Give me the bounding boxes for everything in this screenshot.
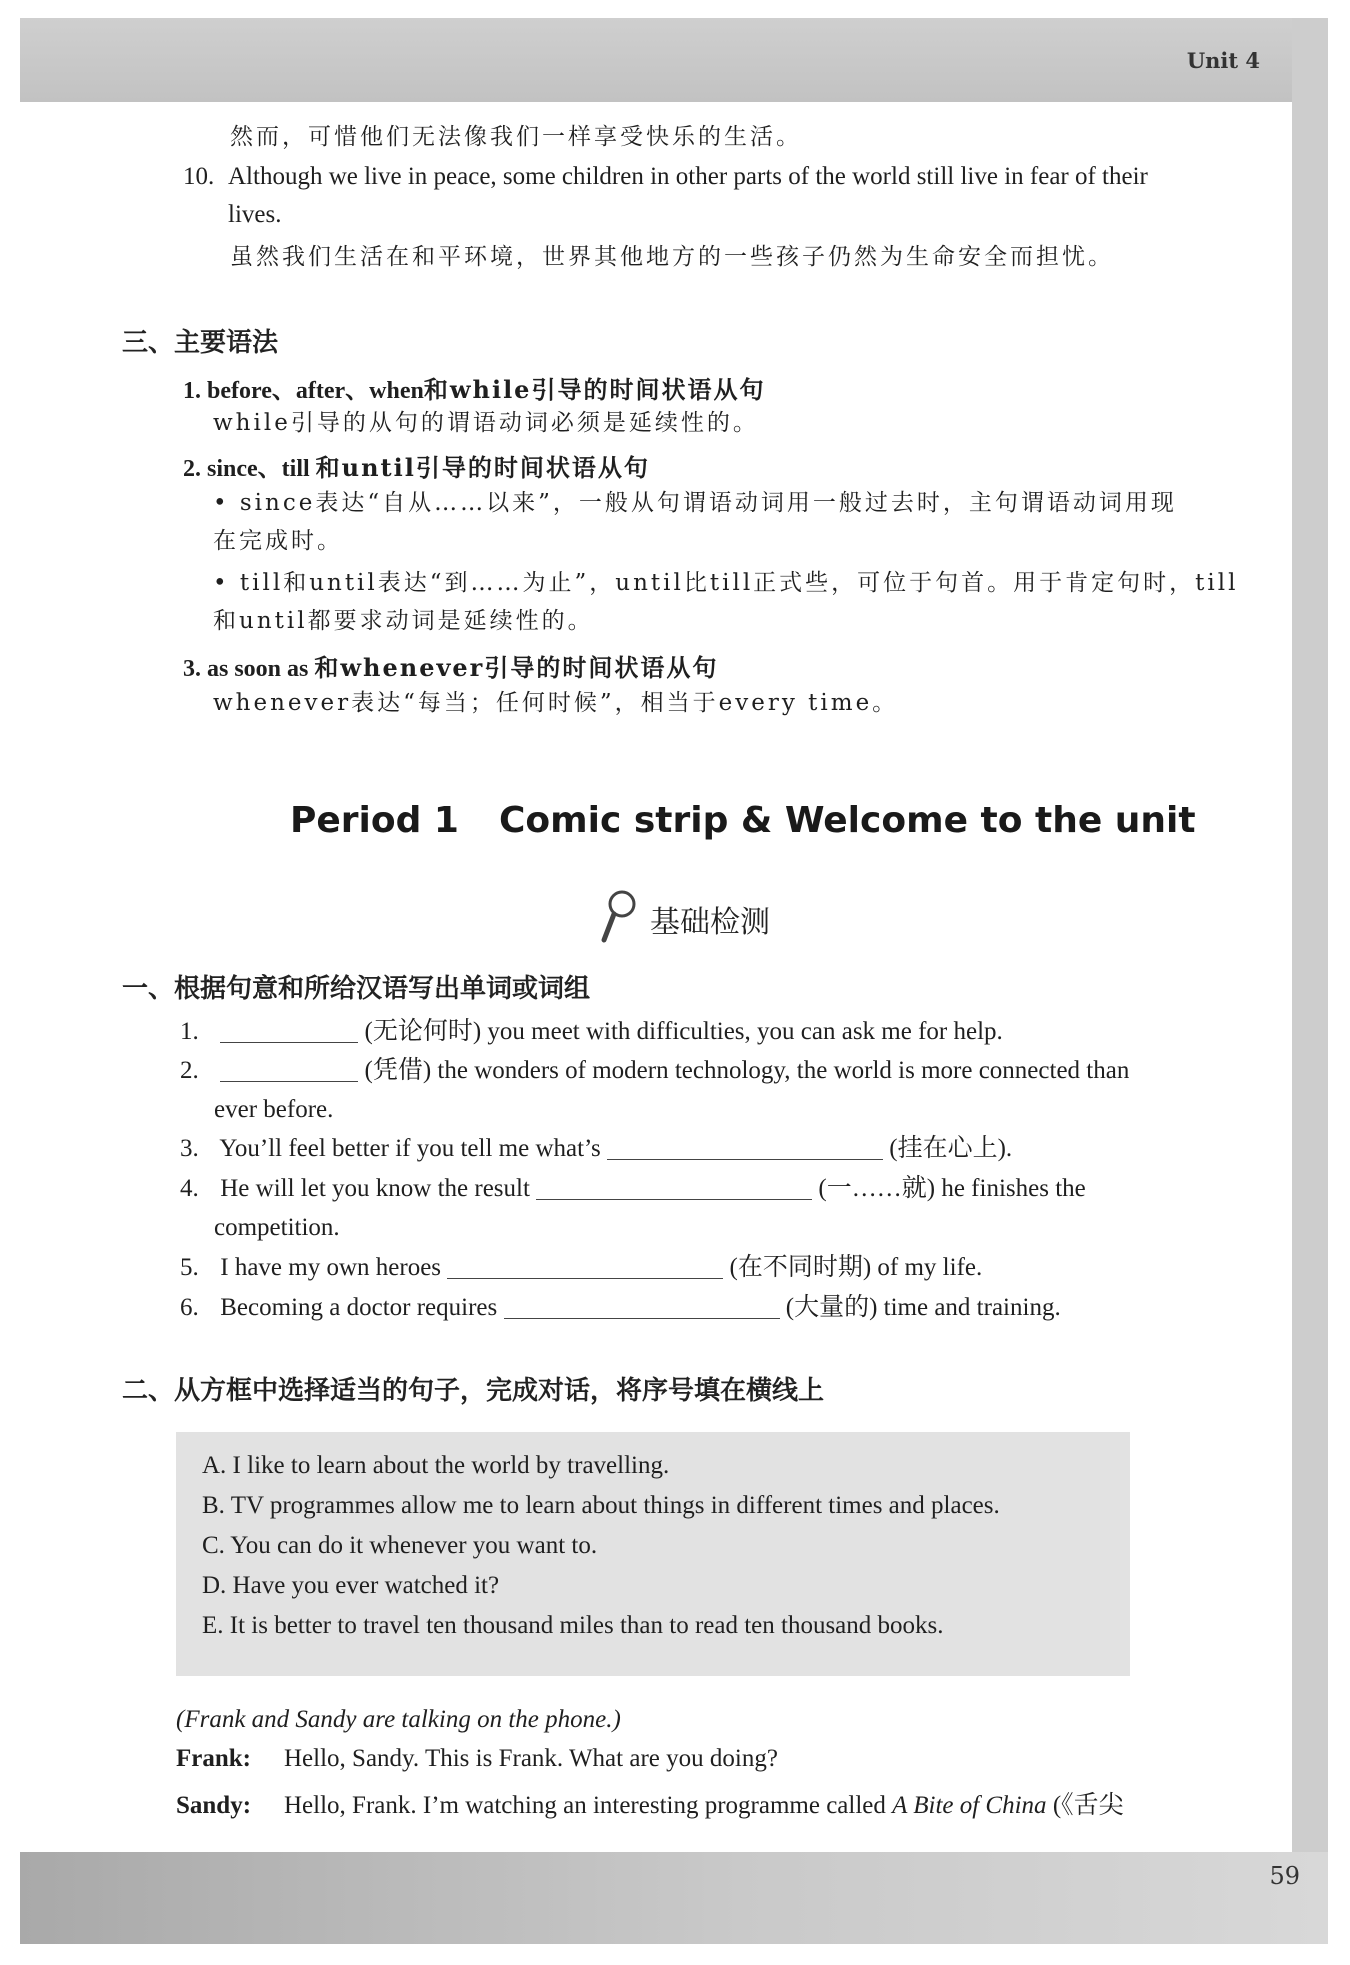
item-number: 3. [180, 1135, 199, 1162]
item-text: (无论何时) you meet with difficulties, you can ask me for help. [364, 1018, 1003, 1045]
unit-label: Unit 4 [1186, 48, 1260, 73]
item-number: 2. [180, 1057, 199, 1084]
item-number: 4. [180, 1175, 199, 1202]
item-number: 6. [180, 1294, 199, 1321]
grammar-title: 三、主要语法 [122, 328, 279, 358]
exercise-1-item-2-cont: ever before. [214, 1096, 334, 1123]
exercise-1-item-6 [180, 1291, 1061, 1325]
options-box [176, 1432, 1130, 1676]
period-heading [290, 800, 1236, 841]
grammar-point-3 [183, 648, 718, 683]
exercise-1-title: 一、根据句意和所给汉语写出单词或词组 [122, 974, 591, 1004]
exercise-1-item-1 [180, 1015, 1003, 1049]
answer-blank[interactable] [607, 1133, 883, 1160]
item-hint: (大量的) time and training. [785, 1294, 1061, 1321]
dialogue-line-2 [176, 1785, 1124, 1821]
answer-blank[interactable] [536, 1173, 812, 1200]
grammar-point-2-en: 2. since、till [183, 456, 316, 482]
answer-blank[interactable] [447, 1252, 723, 1279]
item-number: 1. [180, 1018, 199, 1045]
sentence-9-translation: 然而，可惜他们无法像我们一样享受快乐的生活。 [230, 124, 802, 150]
item-hint: (挂在心上). [889, 1135, 1013, 1162]
dialogue-text: Hello, Sandy. This is Frank. What are you doing? [284, 1745, 778, 1772]
dialogue-scene: (Frank and Sandy are talking on the phone.) [176, 1706, 621, 1733]
basic-check-heading [600, 888, 770, 949]
item-text: You’ll feel better if you tell me what’s [219, 1135, 601, 1162]
exercise-1-item-2 [180, 1054, 1129, 1088]
option-c: C. You can do it whenever you want to. [202, 1532, 598, 1559]
grammar-point-3-note: whenever表达“每当；任何时候”，相当于every time。 [213, 690, 899, 716]
exercise-1-item-4 [180, 1172, 1086, 1206]
exercise-2-title: 二、从方框中选择适当的句子，完成对话，将序号填在横线上 [122, 1376, 825, 1406]
exercise-1-item-4-cont: competition. [214, 1214, 340, 1241]
grammar-point-3-cn: 和whenever引导的时间状语从句 [314, 653, 719, 682]
item-text: (凭借) the wonders of modern technology, the world is more connected than [364, 1057, 1130, 1084]
magnifier-icon [600, 888, 640, 949]
grammar-point-2-bullet-1b: 在完成时。 [213, 528, 343, 554]
programme-title: A Bite of China [892, 1792, 1047, 1819]
answer-blank[interactable] [220, 1055, 358, 1082]
grammar-point-2 [183, 448, 650, 483]
option-a: A. I like to learn about the world by travelling. [202, 1452, 670, 1479]
grammar-point-2-cn: 和until引导的时间状语从句 [315, 453, 650, 482]
grammar-point-2-bullet-2b: 和until都要求动词是延续性的。 [213, 608, 594, 634]
item-hint: (在不同时期) of my life. [729, 1254, 983, 1281]
page-number: 59 [1269, 1862, 1300, 1890]
item-hint: (一……就) he finishes the [818, 1175, 1086, 1202]
sentence-10-english-1: Although we live in peace, some children in other parts of the world still live in fear of their [228, 163, 1148, 190]
speaker: Frank: [176, 1745, 251, 1772]
item-text: He will let you know the result [220, 1175, 530, 1202]
option-b: B. TV programmes allow me to learn about things in different times and places. [202, 1492, 1000, 1519]
grammar-point-1-cn: 和while引导的时间状语从句 [423, 375, 766, 404]
item-text: Becoming a doctor requires [220, 1294, 498, 1321]
option-e: E. It is better to travel ten thousand miles than to read ten thousand books. [202, 1612, 944, 1639]
sentence-10-number: 10. [183, 163, 215, 190]
sentence-10-english-2: lives. [228, 201, 282, 228]
dialogue-line-1 [176, 1745, 778, 1773]
exercise-1-item-5 [180, 1251, 982, 1285]
speaker: Sandy: [176, 1792, 252, 1819]
dialogue-text: Hello, Frank. I’m watching an interesting programme called [284, 1792, 893, 1819]
exercise-1-item-3 [180, 1132, 1012, 1166]
basic-check-label: 基础检测 [650, 904, 770, 940]
period-title: Comic strip & Welcome to the unit [498, 800, 1196, 841]
answer-blank[interactable] [504, 1292, 780, 1319]
item-text: I have my own heroes [220, 1254, 442, 1281]
dialogue-tail: (《舌尖 [1046, 1792, 1124, 1819]
option-d: D. Have you ever watched it? [202, 1572, 500, 1599]
sentence-10-translation: 虽然我们生活在和平环境，世界其他地方的一些孩子仍然为生命安全而担忧。 [230, 244, 1114, 270]
grammar-point-1-en: 1. before、after、when [183, 378, 424, 404]
item-number: 5. [180, 1254, 199, 1281]
grammar-point-2-bullet-1a: • since表达“自从……以来”，一般从句谓语动词用一般过去时，主句谓语动词用现 [213, 490, 1177, 516]
grammar-point-2-bullet-2a: • till和until表达“到……为止”，until比till正式些，可位于句首。用于肯定句时，till [213, 570, 1239, 596]
grammar-point-1-note: while引导的从句的谓语动词必须是延续性的。 [213, 410, 759, 436]
grammar-point-3-en: 3. as soon as [183, 656, 315, 682]
answer-blank[interactable] [220, 1016, 358, 1043]
grammar-point-1 [183, 370, 765, 405]
period-label: Period 1 [290, 800, 459, 841]
